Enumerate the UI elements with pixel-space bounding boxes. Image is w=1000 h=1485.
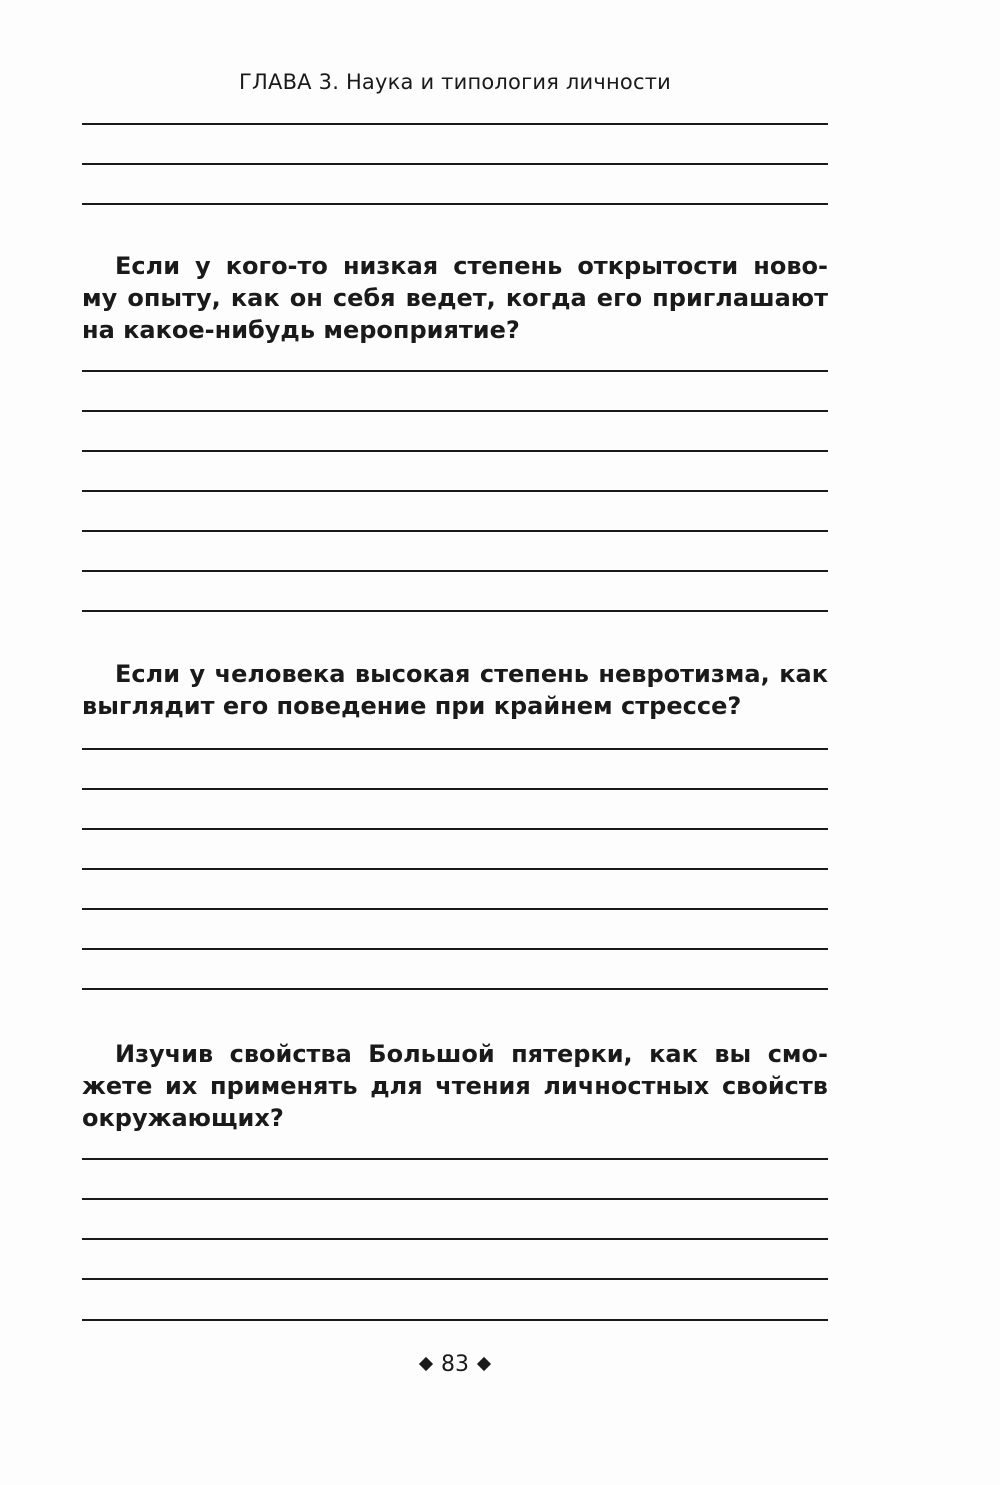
answer-line [82, 610, 828, 612]
page-number: 83 [441, 1352, 469, 1377]
answer-line [82, 1198, 828, 1200]
question-line: жете их применять для чтения личностных свойств [82, 1072, 828, 1100]
page-footer [0, 1352, 910, 1377]
question-line: му опыту, как он себя ведет, когда его приглашают [82, 284, 828, 312]
answer-line [82, 163, 828, 165]
answer-line [82, 123, 828, 125]
question-line: Если у человека высокая степень невротизма, как [115, 660, 828, 688]
question-1 [82, 250, 828, 346]
question-line: выглядит его поведение при крайнем стрессе? [82, 692, 742, 720]
question-line: окружающих? [82, 1104, 284, 1132]
answer-line [82, 868, 828, 870]
answer-line [82, 908, 828, 910]
answer-line [82, 490, 828, 492]
question-line: Изучив свойства Большой пятерки, как вы смо- [115, 1040, 828, 1068]
answer-line [82, 410, 828, 412]
answer-line [82, 1319, 828, 1321]
diamond-ornament-icon [419, 1356, 433, 1370]
question-line: на какое-нибудь мероприятие? [82, 316, 520, 344]
answer-line [82, 948, 828, 950]
answer-line [82, 203, 828, 205]
answer-line [82, 1158, 828, 1160]
diamond-ornament-icon [477, 1356, 491, 1370]
answer-line [82, 1238, 828, 1240]
answer-line [82, 748, 828, 750]
answer-line [82, 570, 828, 572]
answer-line [82, 450, 828, 452]
question-2 [82, 658, 828, 722]
question-line: Если у кого-то низкая степень открытости ново- [115, 252, 828, 280]
running-header: ГЛАВА 3. Наука и типология личности [239, 70, 671, 94]
question-3 [82, 1038, 828, 1134]
answer-line [82, 788, 828, 790]
answer-line [82, 530, 828, 532]
answer-line [82, 370, 828, 372]
answer-line [82, 1278, 828, 1280]
answer-line [82, 988, 828, 990]
answer-line [82, 828, 828, 830]
